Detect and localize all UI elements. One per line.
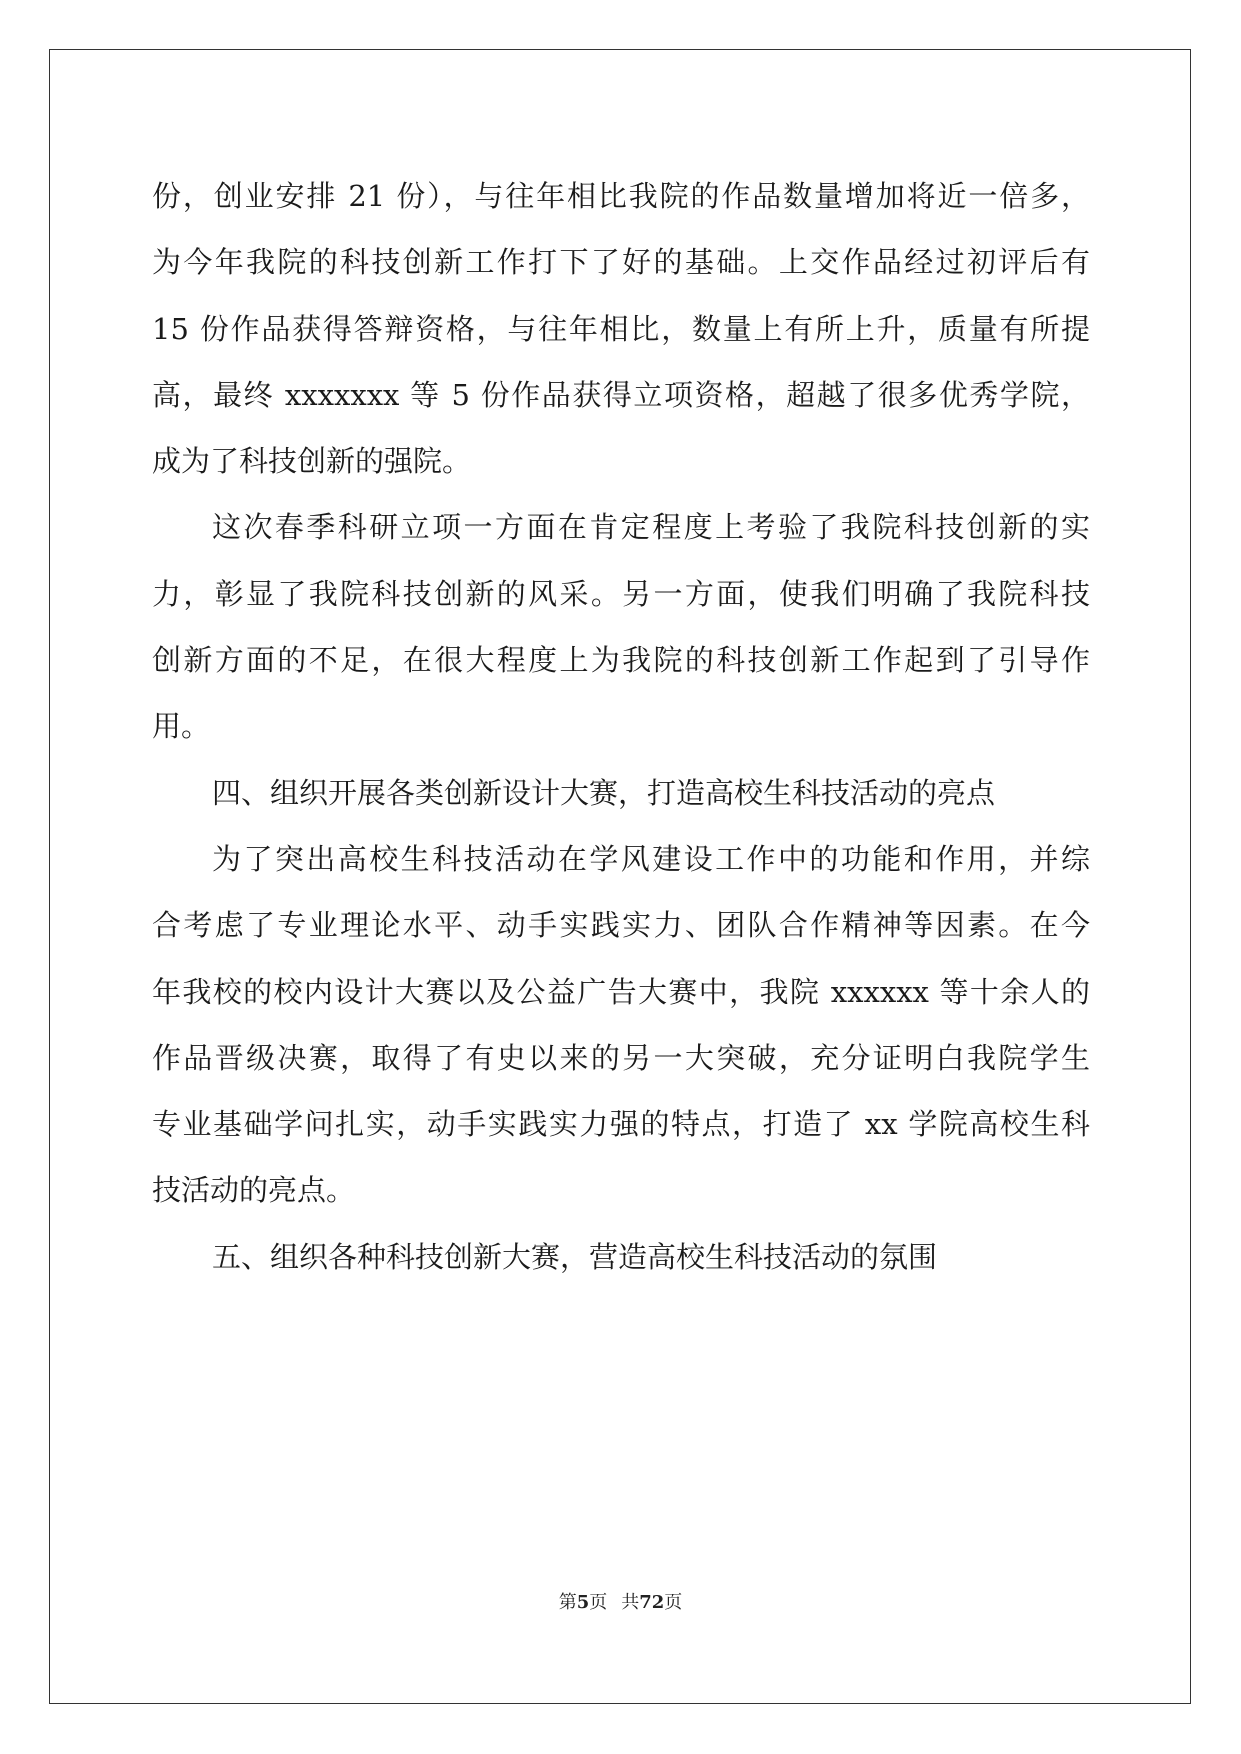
text-line-2: 为今年我院的科技创新工作打下了好的基础。上交作品经过初评后有 — [152, 245, 1090, 280]
footer-total-suffix: 页 — [664, 1592, 683, 1613]
text-line-6: 这次春季科研立项一方面在肯定程度上考验了我院科技创新的实 — [212, 510, 1090, 545]
document-body — [152, 163, 1090, 1290]
footer-page-prefix: 第 — [558, 1592, 577, 1613]
text-line-7: 力，彰显了我院科技创新的风采。另一方面，使我们明确了我院科技 — [152, 576, 1090, 611]
text-line-8: 创新方面的不足，在很大程度上为我院的科技创新工作起到了引导作 — [152, 643, 1090, 678]
text-line-15: 专业基础学问扎实，动手实践实力强的特点，打造了 xx 学院高校生科 — [152, 1107, 1090, 1142]
footer-page-number: 5 — [576, 1592, 590, 1613]
text-line-9: 用。 — [152, 709, 211, 744]
footer-page-suffix: 页 — [589, 1592, 608, 1613]
text-line-13: 年我校的校内设计大赛以及公益广告大赛中，我院 xxxxxx 等十余人的 — [152, 974, 1090, 1009]
text-line-4: 高，最终 xxxxxxx 等 5 份作品获得立项资格，超越了很多优秀学院， — [152, 377, 1090, 412]
text-line-1: 份，创业安排 21 份），与往年相比我院的作品数量增加将近一倍多， — [152, 179, 1090, 213]
section-heading-5: 五、组织各种科技创新大赛，营造高校生科技活动的氛围 — [212, 1239, 938, 1274]
text-line-14: 作品晋级决赛，取得了有史以来的另一大突破，充分证明白我院学生 — [152, 1040, 1090, 1075]
text-line-11: 为了突出高校生科技活动在学风建设工作中的功能和作用，并综 — [212, 841, 1090, 876]
text-line-5: 成为了科技创新的强院。 — [152, 444, 472, 479]
text-line-16: 技活动的亮点。 — [152, 1173, 356, 1208]
footer-total-pages: 72 — [639, 1592, 665, 1613]
text-line-3: 15 份作品获得答辩资格，与往年相比，数量上有所上升，质量有所提 — [152, 311, 1090, 346]
page-footer — [0, 1591, 1241, 1615]
text-line-12: 合考虑了专业理论水平、动手实践实力、团队合作精神等因素。在今 — [152, 908, 1090, 943]
footer-total-prefix: 共 — [621, 1592, 640, 1613]
section-heading-4: 四、组织开展各类创新设计大赛，打造高校生科技活动的亮点 — [212, 775, 996, 810]
